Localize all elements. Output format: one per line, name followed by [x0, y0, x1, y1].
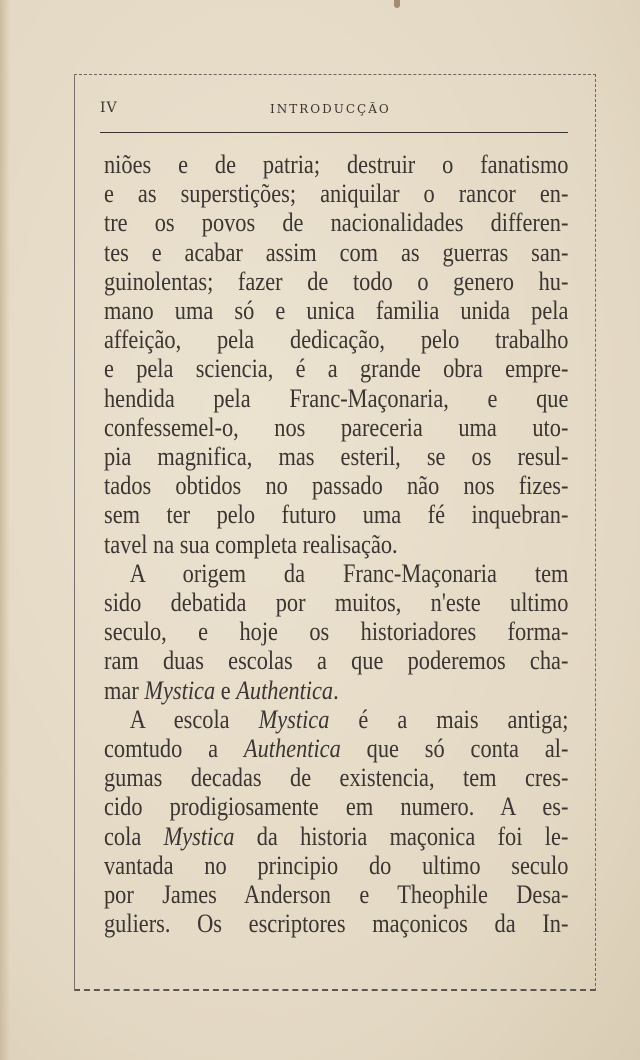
- text-line: guinolentas; fazer de todo o genero hu-: [104, 266, 569, 296]
- text-line: confessemel-o, nos pareceria uma uto-: [104, 412, 569, 442]
- text-line: tre os povos de nacionalidades differen-: [104, 208, 569, 238]
- text-line: vantada no principio do ultimo seculo: [104, 850, 569, 880]
- text-line: affeição, pela dedicação, pelo trabalho: [104, 325, 569, 355]
- text-line: mano uma só e unica familia unida pela: [104, 296, 569, 326]
- text-line: hendida pela Franc-Maçonaria, e que: [104, 383, 569, 413]
- text-line: sido debatida por muitos, n'este ultimo: [104, 588, 569, 618]
- text-line: niões e de patria; destruir o fanatismo: [104, 150, 569, 179]
- text-line: pia magnifica, mas esteril, se os resul-: [104, 442, 569, 472]
- text-line: ram duas escolas a que poderemos cha-: [104, 646, 569, 676]
- text-line: comtudo a Authentica que só conta al-: [104, 734, 569, 764]
- page-number: IV: [100, 100, 118, 116]
- text-line: tavel na sua completa realisação.: [104, 529, 398, 559]
- text-line: tados obtidos no passado não nos fizes-: [104, 471, 569, 501]
- text-line: cola Mystica da historia maçonica foi le-: [104, 821, 569, 851]
- page-frame-left-edge: [74, 74, 75, 990]
- page-header: [100, 100, 570, 126]
- header-rule: [100, 132, 568, 133]
- text-line: gumas decadas de existencia, tem cres-: [104, 763, 569, 793]
- text-line: A origem da Franc-Maçonaria tem: [129, 558, 569, 588]
- text-line: e as superstições; aniquilar o rancor en-: [104, 179, 569, 209]
- text-line: por James Anderson e Theophile Desa-: [104, 880, 569, 910]
- text-line: mar Mystica e Authentica.: [104, 675, 339, 705]
- text-line: tes e acabar assim com as guerras san-: [104, 237, 569, 267]
- text-line: guliers. Os escriptores maçonicos da In-: [104, 909, 569, 939]
- text-line: A escola Mystica é a mais antiga;: [129, 704, 569, 734]
- body-text: [104, 150, 569, 939]
- text-line: seculo, e hoje os historiadores forma-: [104, 617, 569, 647]
- text-line: cido prodigiosamente em numero. A es-: [104, 792, 569, 822]
- running-head: INTRODUCÇÃO: [270, 102, 391, 116]
- ink-mark: [394, 0, 400, 8]
- spine-shadow: [0, 0, 10, 1060]
- text-line: e pela sciencia, é a grande obra empre-: [104, 354, 569, 384]
- text-line: sem ter pelo futuro uma fé inquebran-: [104, 500, 569, 530]
